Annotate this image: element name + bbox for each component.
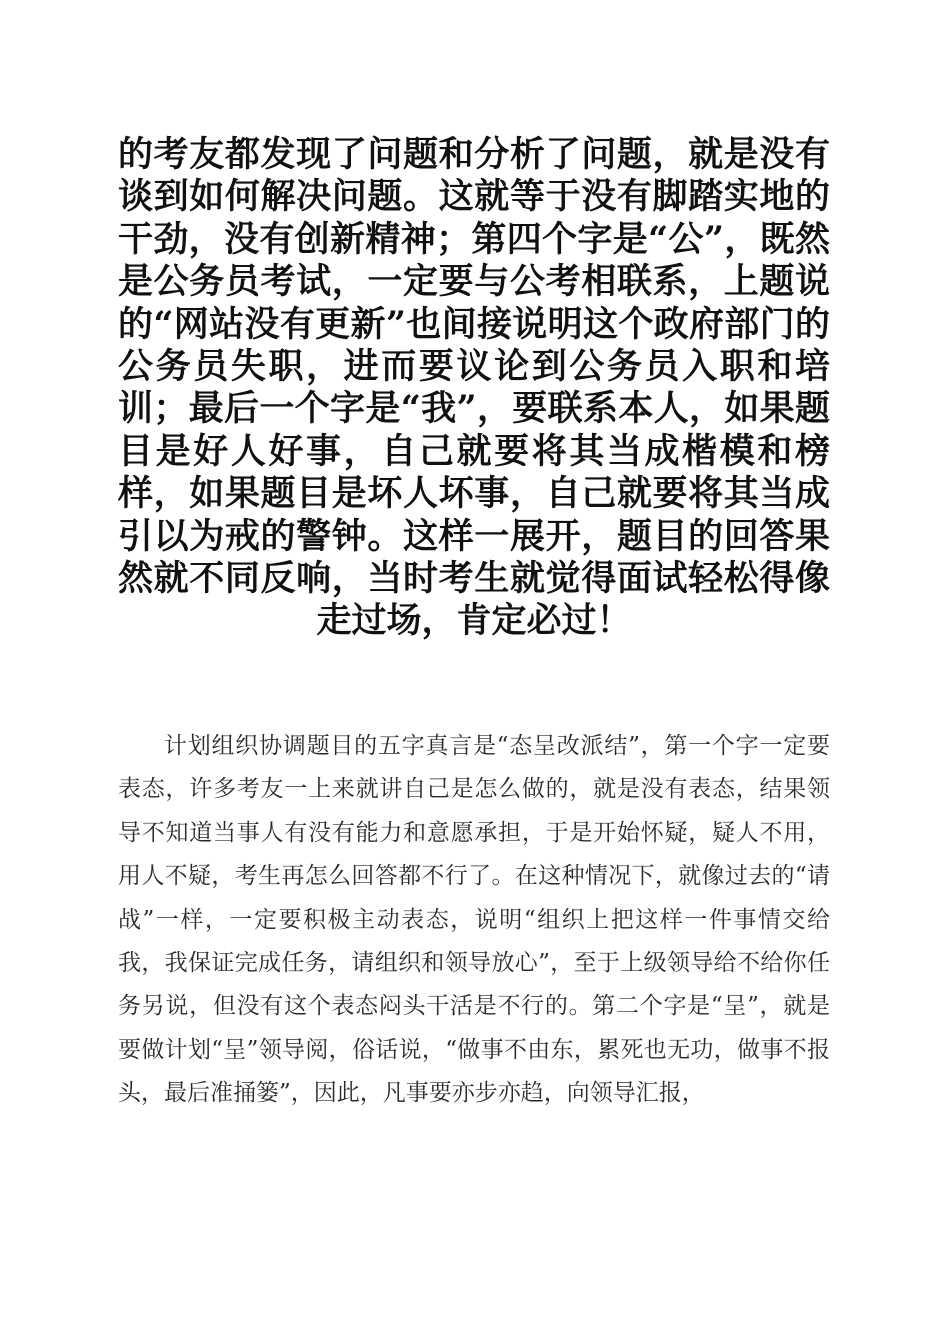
bold-paragraph: 的考友都发现了问题和分析了问题，就是没有谈到如何解决问题。这就等于没有脚踏实地的干劲，没有创新精神；第四个字是“公”，既然是公务员考试，一定要与公考相联系，上题说的“网站没有更新”也间接说明这个政府部门的公务员失职，进而要议论到公务员入职和培训；最后一个字是“我”，要联系本人，如果题目是好人好事，自己就要将其当成楷模和榜样，如果题目是坏人坏事，自己就要将其当成引以为戒的警钟。这样一展开，题目的回答果然就不同反响，当时考生就觉得面试轻松得像走过场，肯定必过！: [118, 134, 830, 642]
body-paragraph: 计划组织协调题目的五字真言是“态呈改派结”，第一个字一定要表态，许多考友一上来就讲自己是怎么做的，就是没有表态，结果领导不知道当事人有没有能力和意愿承担，于是开始怀疑，疑人不用，用人不疑，考生再怎么回答都不行了。在这种情况下，就像过去的“请战”一样，一定要积极主动表态，说明“组织上把这样一件事情交给我，我保证完成任务，请组织和领导放心”，至于上级领导给不给你任务另说，但没有这个表态闷头干活是不行的。第二个字是“呈”，就是要做计划“呈”领导阅，俗话说，“做事不由东，累死也无功，做事不报头，最后准捅篓”，因此，凡事要亦步亦趋，向领导汇报，: [118, 733, 830, 1107]
